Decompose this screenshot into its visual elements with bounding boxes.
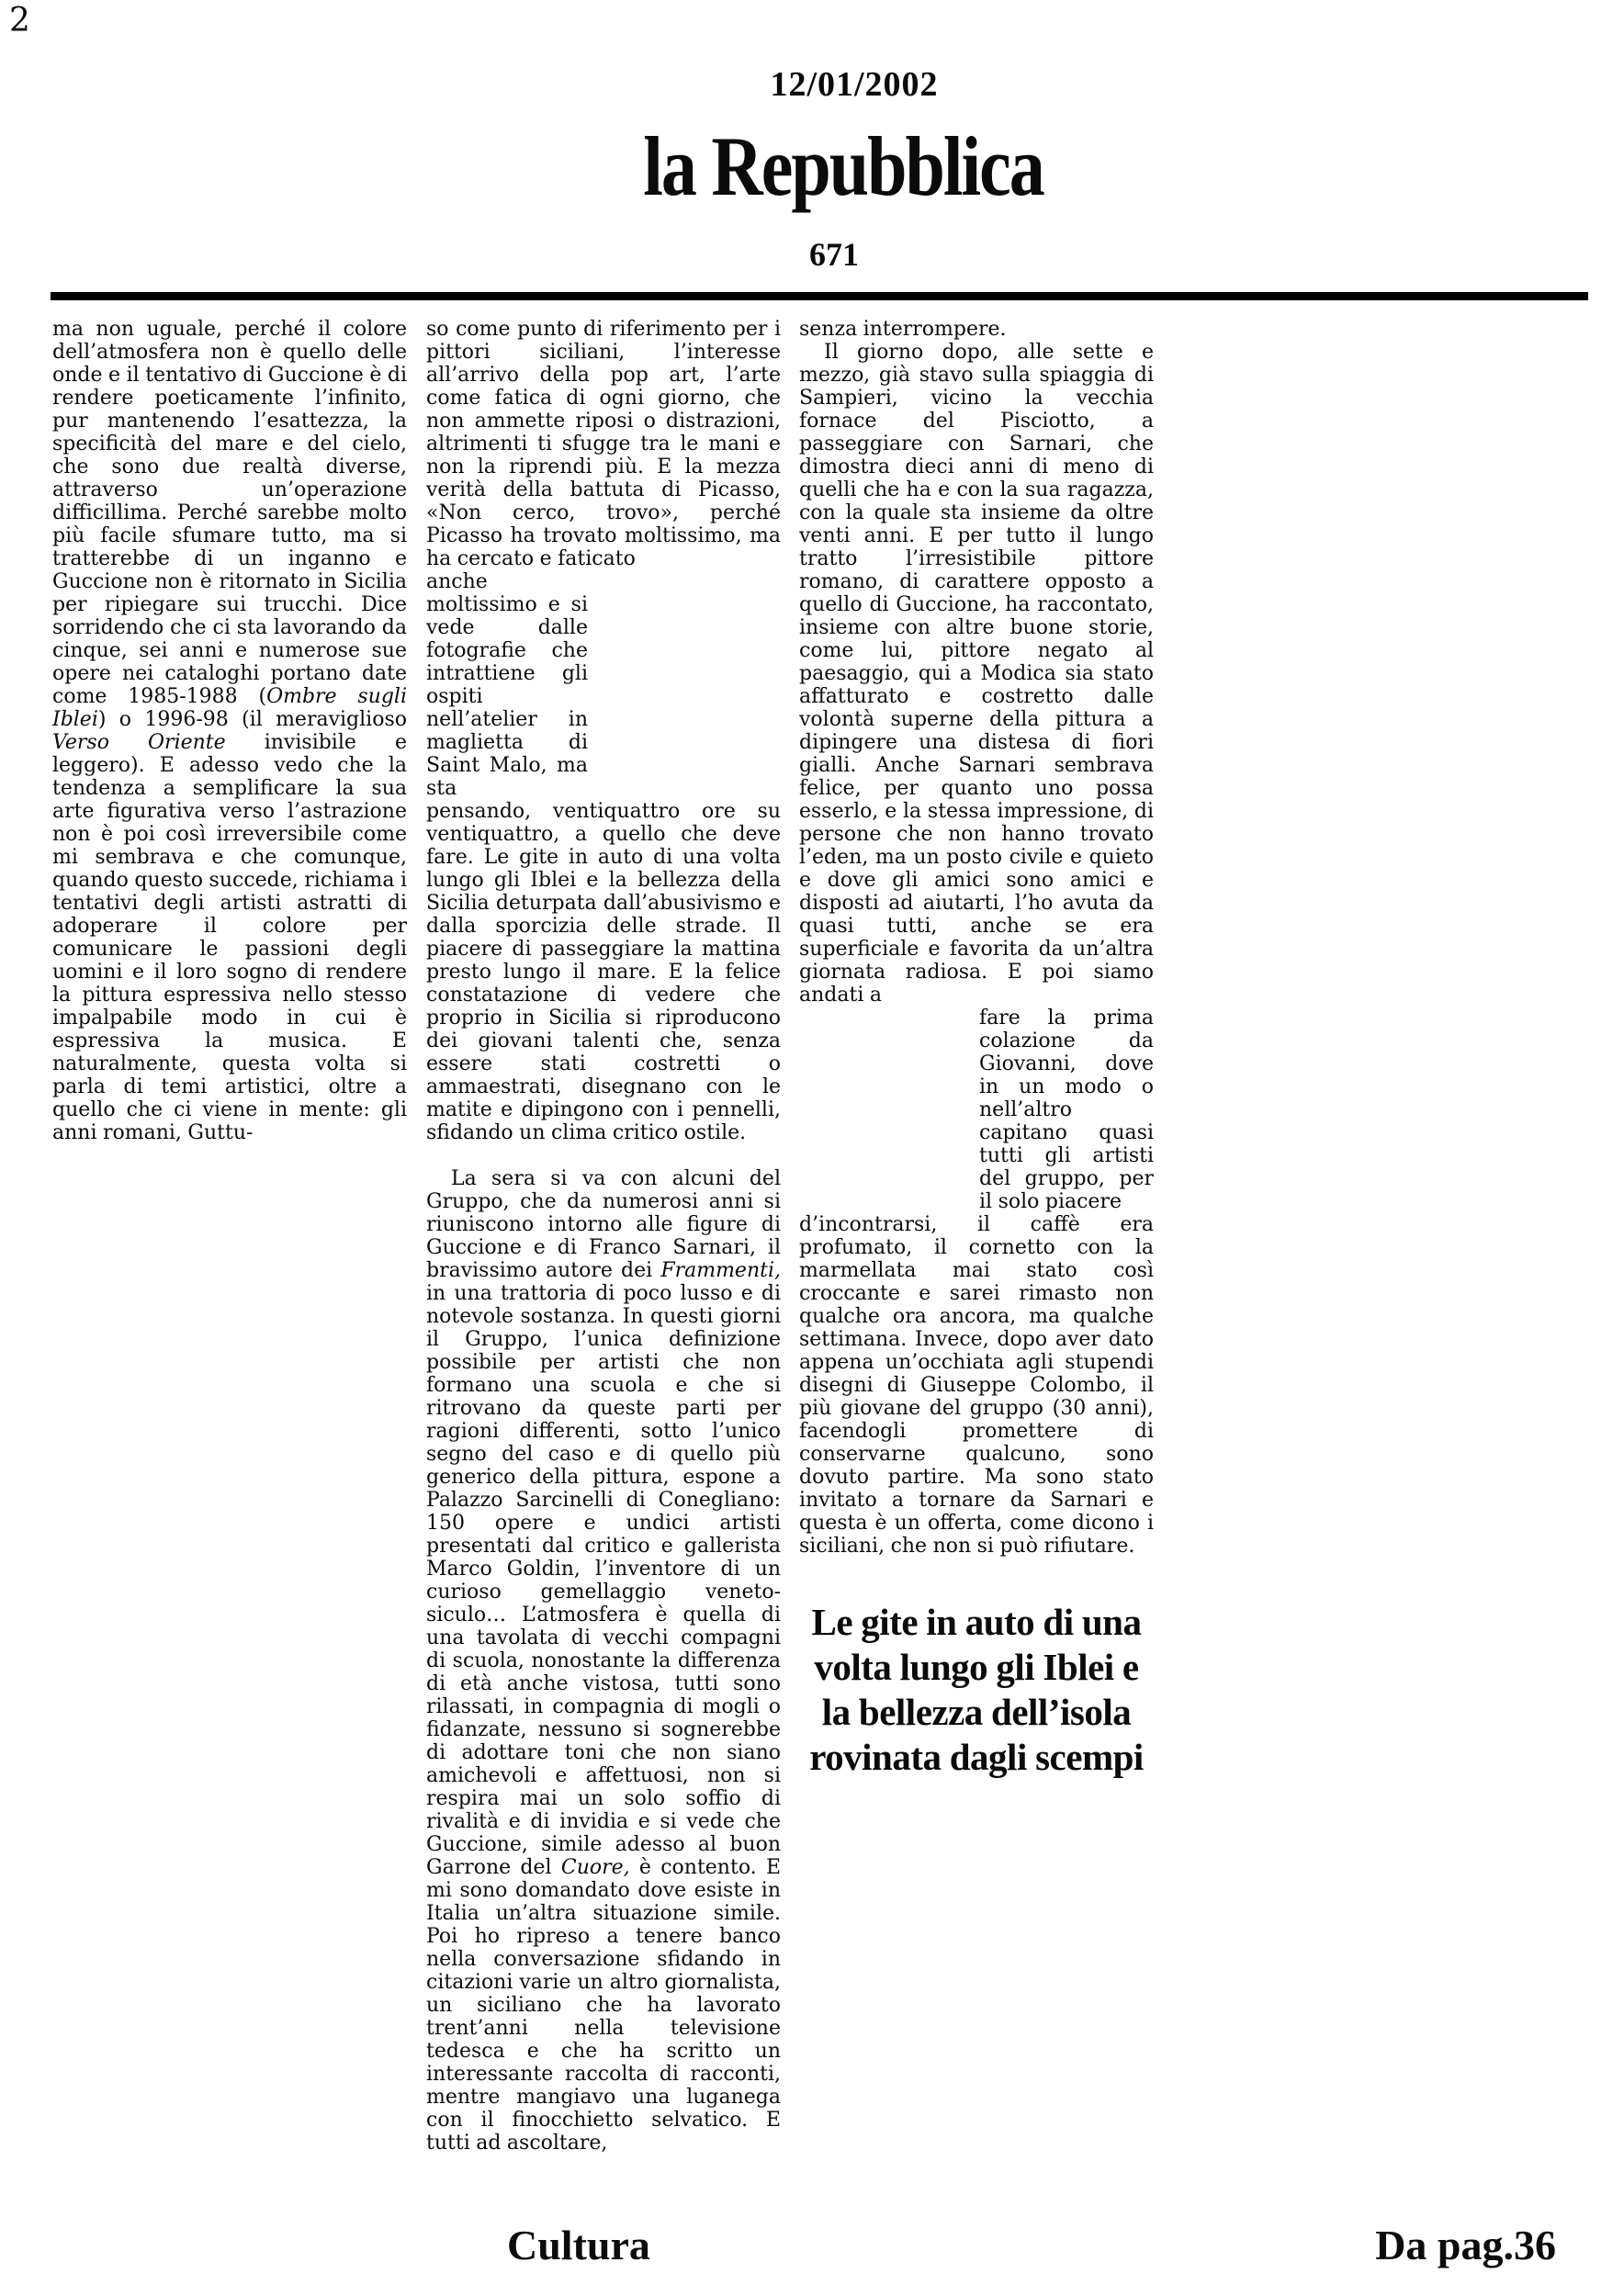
article-column-3 — [799, 318, 1154, 1780]
col1-paragraph — [52, 318, 407, 1144]
col3-paragraph-3: d’incontrarsi, il caffè era profumato, il cornetto con la marmellata mai stato così croccante e sarei rimasto non qualche ora ancora, ma qualche settimana. Invece, dopo aver dato appena un’occhiata agli stupendi disegni di Giuseppe Colombo, il più giovane del gruppo (30 anni), facendogli promettere di conservarne qualcuno, sono dovuto partire. Ma sono stato invitato a tornare da Sarnari e questa è un offerta, come dicono i siciliani, che non si può rifiutare. — [799, 1213, 1154, 1558]
text-run: ) o 1996-98 (il meraviglioso — [97, 708, 407, 731]
text-run: ma non uguale, perché il colore dell’atmosfera non è quello delle onde e il tentativo di Guccione è di rendere poeticamente l’infinito, pur mantenendo l’esattezza, la specificità del mare e del cielo, che sono due realtà diverse, attraverso un’operazione difficillima. Perché sarebbe molto più facile sfumare tutto, ma si tratterebbe di un inganno e Guccione non è ritornato in Sicilia per ripiegare sui trucchi. Dice sorridendo che ci sta lavorando da cinque, sei anni e numerose sue opere nei cataloghi portano date come 1985-1988 ( — [52, 318, 407, 708]
book-title-italic: Frammenti, — [660, 1259, 781, 1282]
article-column-2 — [426, 318, 781, 2155]
article-column-1 — [52, 318, 407, 1144]
text-run: invisibile e leggero). E adesso vedo che la tendenza a semplificare la sua arte figurativa verso l’astrazione non è poi così irreversibile come mi sembrava e che comunque, quando questo succede, richiama i tentativi degli artisti astratti di adoperare il colore per comunicare le passioni degli uomini e il loro sogno di rendere la pittura espressiva nello stesso impalpabile modo in cui è espressiva la musica. E naturalmente, questa volta si parla di temi artistici, oltre a quello che ci viene in mente: gli anni romani, Guttu- — [52, 731, 407, 1144]
col3-paragraph-end: senza interrompere. — [799, 318, 1007, 341]
text-run: è contento. E mi sono domandato dove esiste in Italia un’altra situazione simile. Poi ho ripreso a tenere banco nella conversazione sfidando in citazioni varie un altro giornalista, un siciliano che ha lavorato trent’anni nella televisione tedesca e che ha scritto un interessante raccolta di racconti, mentre mangiavo una luganega con il finocchietto selvatico. E tutti ad ascoltare, — [426, 1856, 781, 2155]
book-title-italic: Ombre sugli Iblei — [52, 685, 407, 731]
col2-paragraph-a: so come punto di riferimento per i pittori siciliani, l’interesse all’arrivo della pop art, l’arte come fatica di ogni giorno, che non ammette riposi o distrazioni, altrimenti ti sfugge tra le mani e non la riprendi più. E la mezza verità della battuta di Picasso, «Non cerco, trovo», perché Picasso ha trovato moltissimo, ma ha cercato e faticato — [426, 318, 781, 570]
text-run: La sera si va con alcuni del Gruppo, che da numerosi anni si riuniscono intorno alle figure di Guccione e di Franco Sarnari, il bravissimo autore dei — [426, 1167, 781, 1282]
section-label: Cultura — [507, 2222, 650, 2268]
pull-quote-line: Le gite in auto di una — [811, 1601, 1142, 1643]
col2-paragraph-wrap-narrow: anche moltissimo e si vede dalle fotografie che intrattiene gli ospiti nell’atelier in maglietta di Saint Malo, ma sta — [426, 570, 588, 800]
pull-quote-line: rovinata dagli scempi — [809, 1736, 1144, 1778]
issue-number: 671 — [809, 236, 859, 273]
pull-quote — [799, 1600, 1154, 1780]
col3-paragraph-wrap-narrow: fare la prima colazione da Giovanni, dove in un modo o nell’altro capitano quasi tutti gli artisti del gruppo, per il solo piacere — [979, 1007, 1154, 1213]
newspaper-masthead: la Repubblica — [643, 118, 1043, 213]
pull-quote-line: volta lungo gli Iblei e — [814, 1646, 1139, 1688]
source-page-reference: Da pag.36 — [1375, 2222, 1556, 2268]
book-title-italic: Verso Oriente — [52, 731, 226, 754]
col2-paragraph-c: pensando, ventiquattro ore su ventiquattro, a quello che deve fare. Le gite in auto di una volta lungo gli Iblei e la bellezza della Sicilia deturpata dall’abusivismo e dalla sporcizia delle strade. Il piacere di passeggiare la mattina presto lungo il mare. E la felice constatazione di vedere che proprio in Sicilia si riproducono dei giovani talenti che, senza essere stati costretti o ammaestrati, disegnano con le matite e dipingono con i pennelli, sfidando un clima critico ostile. — [426, 800, 781, 1144]
pull-quote-line: la bellezza dell’isola — [821, 1691, 1132, 1733]
text-run: in una trattoria di poco lusso e di notevole sostanza. In questi giorni il Gruppo, l’unica definizione possibile per artisti che non formano una scuola e che si ritrovano da queste parti per ragioni differenti, sotto l’unico segno del caso e di quello più generico della pittura, espone a Palazzo Sarcinelli di Conegliano: 150 opere e undici artisti presentati dal critico e gallerista Marco Goldin, l’inventore di un curioso gemellaggio veneto-siculo… L’atmosfera è quella di una tavolata di vecchi compagni di scuola, nonostante la differenza di età anche vistosa, tutti sono rilassati, in compagnia di mogli o fidanzate, nessuno si sognerebbe di adottare toni che non siano amichevoli e affettuosi, non si respira mai un solo soffio di rivalità e di invidia e si vede che Guccione, simile adesso al buon Garrone del — [426, 1282, 781, 1879]
page-corner-number: 2 — [9, 2, 30, 39]
book-title-italic: Cuore, — [560, 1856, 630, 1879]
clipping-date: 12/01/2002 — [770, 65, 939, 104]
col2-paragraph-d — [426, 1167, 781, 2155]
col3-paragraph-2: Il giorno dopo, alle sette e mezzo, già stavo sulla spiaggia di Sampieri, vicino la vecchia fornace del Pisciotto, a passeggiare con Sarnari, che dimostra dieci anni di meno di quelli che ha e con la sua ragazza, con la quale sta insieme da oltre venti anni. E per tutto il lungo tratto l’irresistibile pittore romano, di carattere opposto a quello di Guccione, ha raccontato, insieme con altre buone storie, come lui, pittore negato al paesaggio, qui a Modica sia stato affatturato e costretto dalle volontà superne della pittura a dipingere una distesa di fiori gialli. Anche Sarnari sembrava felice, per quanto uno possa esserlo, e la stessa impressione, di persone che non hanno trovato l’eden, ma un posto civile e quieto e dove gli amici sono amici e disposti ad aiutarti, l’ho avuta da quasi tutti, anche se era superficiale e favorita da un’altra giornata radiosa. E poi siamo andati a — [799, 341, 1154, 1007]
header-rule — [51, 292, 1588, 300]
